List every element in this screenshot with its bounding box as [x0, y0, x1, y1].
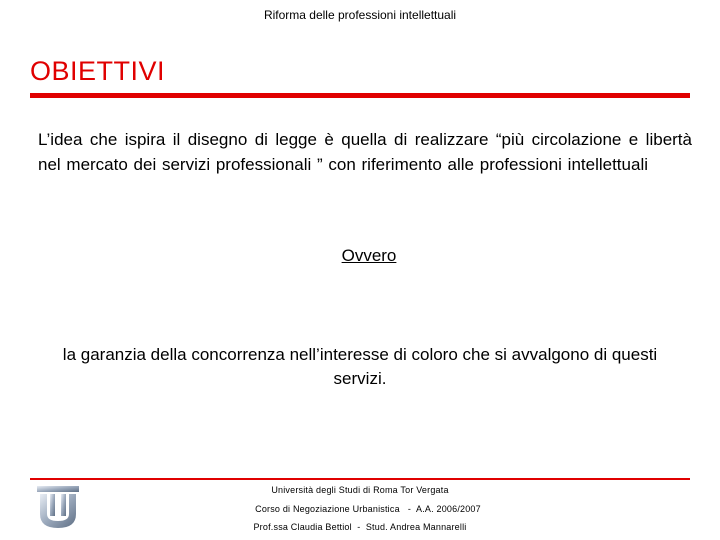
- ovvero-label-container: [0, 246, 720, 266]
- conclusion-paragraph: la garanzia della concorrenza nell’interesse di coloro che si avvalgono di questi servizi.: [62, 345, 658, 388]
- footer-divider: [30, 478, 690, 480]
- header-title: Riforma delle professioni intellettuali: [263, 8, 457, 22]
- ovvero-label: Ovvero: [341, 246, 397, 265]
- title-divider: [30, 93, 690, 98]
- footer-university: Università degli Studi di Roma Tor Vergata: [271, 485, 449, 495]
- footer-authors: Prof.ssa Claudia Bettiol - Stud. Andrea Mannarelli: [253, 522, 467, 532]
- slide-title: OBIETTIVI: [30, 56, 166, 86]
- footer-course: Corso di Negoziazione Urbanistica - A.A. 2006/2007: [255, 504, 481, 514]
- intro-paragraph: L’idea che ispira il disegno di legge è quella di realizzare “più circolazione e libertà nel mercato dei servizi professionali ” con riferimento alle professioni intellettuali: [38, 130, 692, 174]
